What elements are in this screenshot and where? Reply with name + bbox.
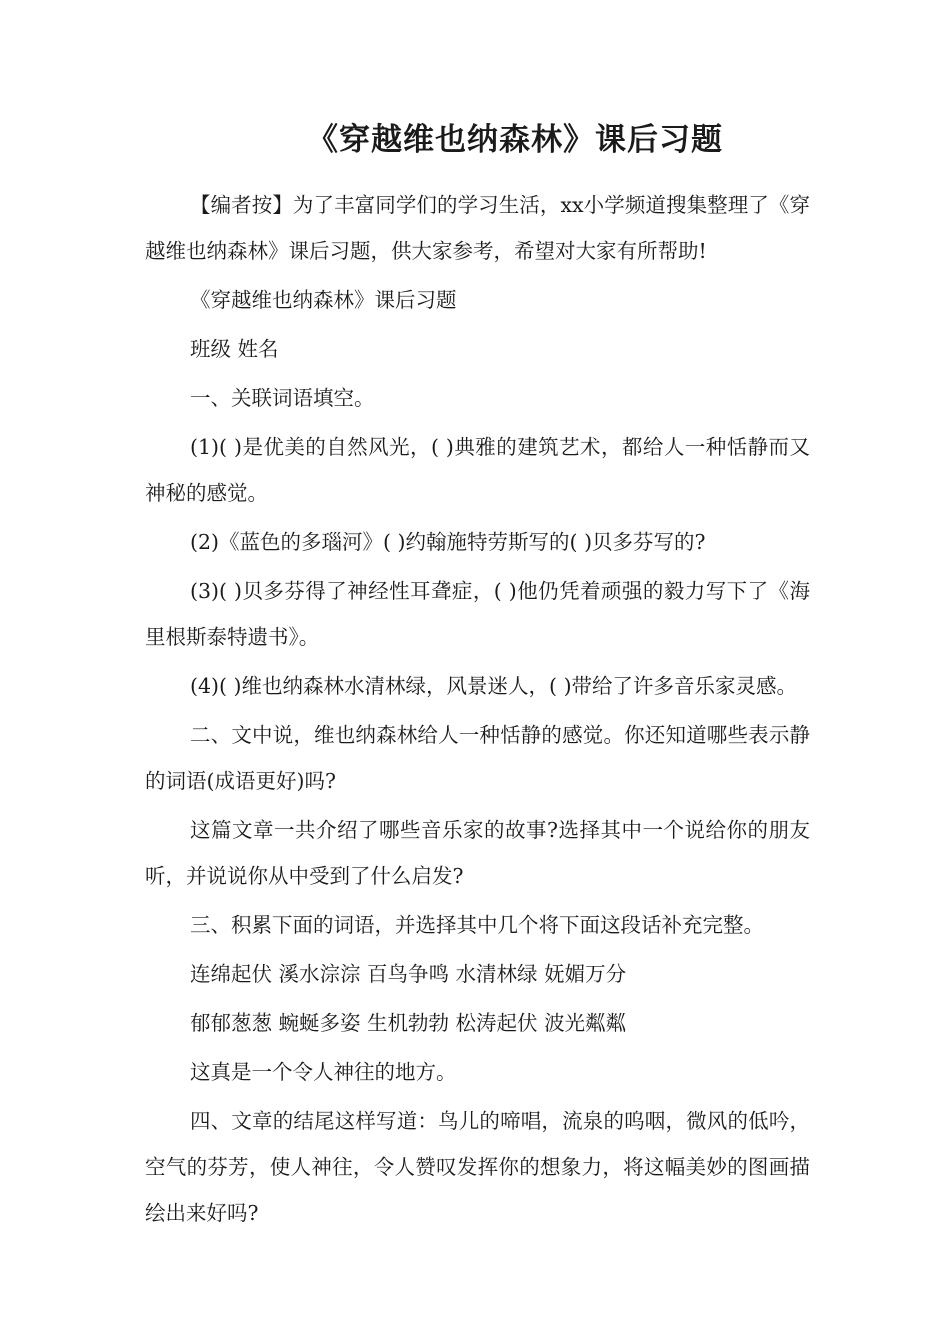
question-1-3: (3)( )贝多芬得了神经性耳聋症，( )他仍凭着顽强的毅力写下了《海里根斯泰特遗书》。 [145, 579, 810, 649]
section-three-heading: 三、积累下面的词语，并选择其中几个将下面这段话补充完整。 [190, 913, 764, 937]
word-list-1: 连绵起伏 溪水淙淙 百鸟争鸣 水清林绿 妩媚万分 [190, 962, 627, 986]
section-one-heading: 一、关联词语填空。 [190, 386, 375, 410]
document-title: 《穿越维也纳森林》课后习题 [307, 122, 723, 158]
section-four-question: 四、文章的结尾这样写道：鸟儿的啼唱，流泉的呜咽，微风的低吟，空气的芬芳，使人神往，令人赞叹发挥你的想象力，将这幅美妙的图画描绘出来好吗? [145, 1109, 810, 1225]
musician-question: 这篇文章一共介绍了哪些音乐家的故事?选择其中一个说给你的朋友听，并说说你从中受到了什么启发? [145, 818, 810, 888]
class-name-line: 班级 姓名 [190, 337, 279, 361]
document-body [145, 182, 810, 1239]
question-1-2: (2)《蓝色的多瑙河》( )约翰施特劳斯写的( )贝多芬写的? [190, 530, 706, 554]
subtitle-paragraph: 《穿越维也纳森林》课后习题 [190, 288, 457, 312]
section-two-question: 二、文中说，维也纳森林给人一种恬静的感觉。你还知道哪些表示静的词语(成语更好)吗? [145, 723, 810, 793]
fill-in-sentence: 这真是一个令人神往的地方。 [190, 1060, 457, 1084]
question-1-4: (4)( )维也纳森林水清林绿，风景迷人，( )带给了许多音乐家灵感。 [190, 674, 798, 698]
word-list-2: 郁郁葱葱 蜿蜒多姿 生机勃勃 松涛起伏 波光粼粼 [190, 1011, 627, 1035]
editor-note-paragraph: 【编者按】为了丰富同学们的学习生活，xx小学频道搜集整理了《穿越维也纳森林》课后习题，供大家参考，希望对大家有所帮助! [145, 193, 810, 263]
question-1-1: (1)( )是优美的自然风光，( )典雅的建筑艺术，都给人一种恬静而又神秘的感觉。 [145, 435, 810, 505]
